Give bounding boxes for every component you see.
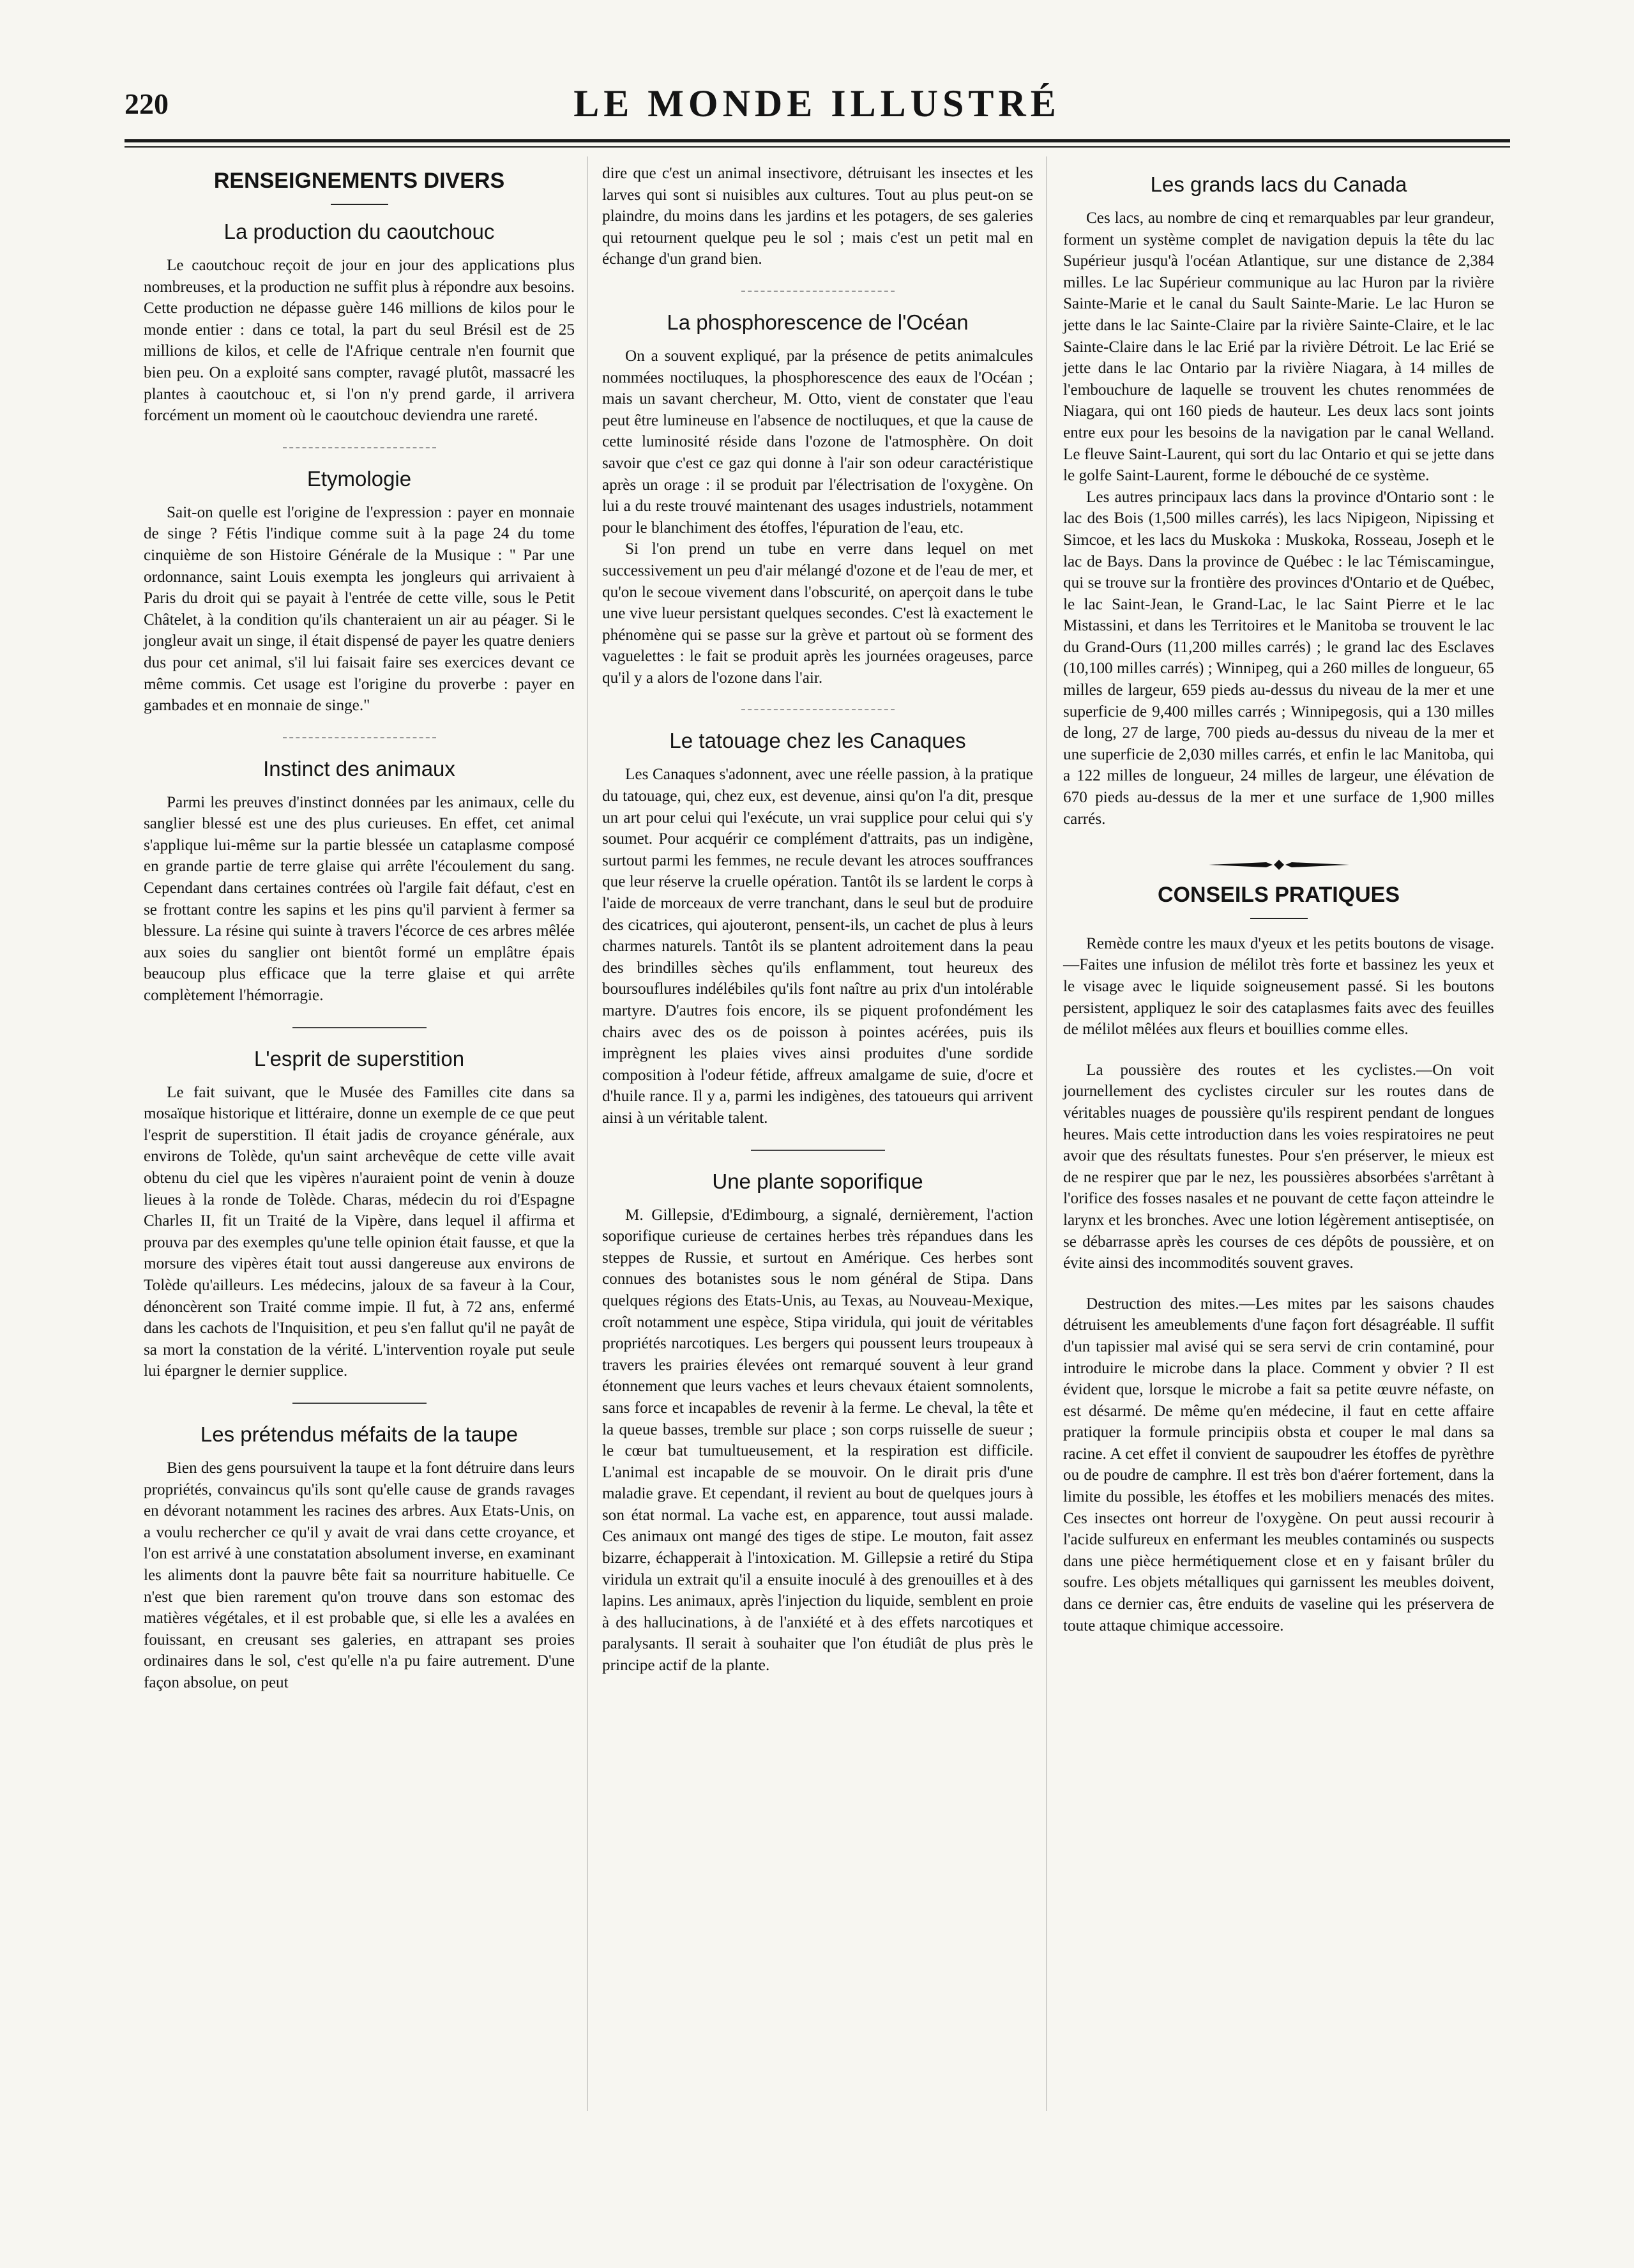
header-rule-thin (125, 146, 1510, 148)
article-paragraph: Sait-on quelle est l'origine de l'expression : payer en monnaie de singe ? Fétis l'indique comme suit à la page 24 du tome cinquième de son Histoire Générale de la Musique : " Par une ordonnance, saint Louis exempta les jongleurs qui arrivaient à Paris du droit qui se payait à l'entrée de cette ville, sous le Petit Châtelet, à la condition qu'ils chanteraient un air au péager. Si le jongleur avait un singe, il était dispensé de payer les quatre deniers dus pour cet animal, s'il lui faisait faire ses exercices devant ce même commis. Cet usage est l'origine du proverbe : payer en gambades et en monnaie de singe." (144, 503, 575, 715)
article-separator (292, 1403, 427, 1404)
article-paragraph: Le caoutchouc reçoit de jour en jour des applications plus nombreuses, et la production ne suffit plus à répondre aux besoins. Cette production ne dépasse guère 146 millions de kilos pour le monde entier : dans ce total, la part du seul Brésil est de 25 millions de kilos, et celle de l'Afrique centrale n'en fournit que bien peu. On a exploité sans compter, ravagé plutôt, massacré les plantes à caoutchouc et, si l'on n'y prend garde, il arrivera forcément un moment où le caoutchouc deviendra une rareté. (144, 257, 575, 425)
article-separator (283, 737, 436, 738)
article-paragraph: Destruction des mites.—Les mites par les saisons chaudes détruisent les ameublements d'une façon fort désagréable. Il suffit d'un tapissier mal avisé qui se sera servi de crin contaminé, pour introduire le microbe dans la place. Comment y obvier ? Il est évident que, lorsque le microbe a fait sa petite œuvre néfaste, on est désarmé. De même qu'en médecine, il faut en cette affaire pratiquer la formule principiis obsta et couper le mal dans sa racine. A cet effet il convient de saupoudrer les étoffes de pyrèthre ou de poudre de camphre. Il est très bon d'aérer fortement, dans la limite du possible, les étoffes et les mobiliers menacés des mites. Ces insectes ont horreur de l'oxygène. On peut aussi recourir à l'acide sulfureux en enfermant les meubles contaminés ou suspects dans une pièce hermétiquement close et en y faisant brûler du soufre. Les objets métalliques qui garnissent les meubles doivent, dans ce dernier cas, être enduits de vaseline qui les préservera de toute attaque chimique accessoire. (1063, 1295, 1494, 1634)
column-2 (602, 163, 1033, 1677)
article-title: L'esprit de superstition (253, 1046, 465, 1070)
article-title: Le tatouage chez les Canaques (669, 729, 966, 753)
title-rule (1250, 918, 1308, 919)
article-paragraph: Le fait suivant, que le Musée des Familles cite dans sa mosaïque historique et littéraire, donne un exemple de ce que peut l'esprit de superstition. Il était jadis de croyance générale, aux environs de Tolède, qu'un saint archevêque de cette ville avait obtenu du ciel que les vipères n'auraient point de venin à douze lieues à la ronde de Tolède. Charas, médecin du roi d'Espagne Charles II, fit un Traité de la Vipère, dans lequel il affirma et prouva par des exemples qu'une telle opinion était fausse, et que la morsure des vipères était tout aussi dangereuse aux environs de Tolède qu'ailleurs. Les médecins, jaloux de sa faveur à la Cour, dénoncèrent son Traité comme impie. Il fut, à 72 ans, enfermé dans les cachots de l'Inquisition, et peu s'en fallut qu'il ne payât de sa mort la constation de la vérité. L'intervention royale put seule lui épargner le dernier supplice. (144, 1083, 575, 1380)
article-paragraph: Si l'on prend un tube en verre dans lequel on met successivement un peu d'air mélangé d'ozone et de l'eau de mer, et qu'on le secoue vivement dans l'obscurité, on aperçoit dans le tube une vive lueur persistant quelques secondes. C'est là exactement le phénomène qui se passe sur la grève et partout où se forment des vaguelettes : le fait se produit après les journées orageuses, parce qu'il y a alors de l'ozone dans l'air. (602, 540, 1033, 687)
article-title: Instinct des animaux (263, 756, 455, 780)
header-rule (125, 139, 1510, 142)
masthead-title: LE MONDE ILLUSTRÉ (573, 82, 1061, 125)
article-paragraph: Les autres principaux lacs dans la province d'Ontario sont : le lac des Bois (1,500 milles carrés), les lacs Nipigeon, Nipissing et Simcoe, et les lacs du Muskoka : Muskoka, Rosseau, Joseph et le lac de Bays. Dans la province de Québec : le lac Témiscamingue, qui se trouve sur la frontière des provinces d'Ontario et de Québec, le lac Saint-Jean, le Grand-Lac, le lac Saint Pierre et le lac Mistassini, et dans les Territoires et le Manitoba se trouvent le lac du Grand-Ours (11,200 milles carrés) ; le grand lac des Esclaves (10,100 milles carrés) ; Winnipeg, qui a 260 milles de longueur, 65 milles de largeur, 659 pieds au-dessus du niveau de la mer et une superficie de 9,400 milles carrés ; Winnipegosis, qui a 130 milles de long, 27 de large, 700 pieds au-dessus du niveau de la mer et une superficie de 2,030 milles carrés, et enfin le lac Manitoba, qui a 122 milles de longueur, 24 milles de largeur, une élévation de 670 pieds au-dessus de la mer et une surface de 1,900 milles carrés. (1063, 488, 1494, 828)
column-3 (1063, 163, 1494, 1636)
title-rule (331, 204, 388, 205)
article-separator (283, 447, 436, 448)
section-title: RENSEIGNEMENTS DIVERS (213, 169, 505, 193)
article-title: Les prétendus méfaits de la taupe (200, 1422, 518, 1446)
article-paragraph: Bien des gens poursuivent la taupe et la font détruire dans leurs propriétés, convaincus qu'ils sont qu'elle cause de grands ravages en dévorant notamment les racines des arbres. Aux Etats-Unis, on a voulu rechercher ce qu'il y avait de vrai dans cette croyance, et l'on est arrivé à une constatation absolument inverse, en examinant les aliments dont la pauvre bête fait sa nourriture habituelle. Ce n'est que bien rarement qu'on trouve dans son estomac des matières végétales, et il est probable que, si elle les a avalées en fouissant, en creusant ses galeries, en attrapant ses proies ordinaires dans le sol, c'est qu'elle n'a pu faire autrement. D'une façon absolue, on peut (144, 1459, 575, 1691)
article-title: Les grands lacs du Canada (1150, 172, 1407, 196)
article-title: La phosphorescence de l'Océan (667, 310, 969, 334)
column-1 (144, 163, 575, 1693)
article-paragraph: Ces lacs, au nombre de cinq et remarquables par leur grandeur, forment un système complet de navigation depuis la tête du lac Supérieur jusqu'à l'océan Atlantique, sur une distance de 2,384 milles. Le lac Supérieur communique au lac Huron par la rivière Sainte-Marie et le canal du Sault Sainte-Marie. Le lac Huron se jette dans le lac Sainte-Claire par la rivière Sainte-Claire, et le lac Sainte-Claire dans le lac Erié par la rivière Détroit. Le lac Erié se jette dans le lac Ontario par la rivière Niagara, à 14 milles de l'embouchure de laquelle se trouvent les chutes renommées de Niagara, qui ont 160 pieds de hauteur. Les deux lacs sont joints entre eux pour les besoins de la navigation par le canal Welland. Le fleuve Saint-Laurent, qui sort du lac Ontario et qui se jette dans le golfe Saint-Laurent, forme le débouché de ce système. (1063, 209, 1494, 485)
article-separator (292, 1027, 427, 1028)
article-paragraph: dire que c'est un animal insectivore, détruisant les insectes et les larves qui sont si nuisibles aux cultures. Tout au plus peut-on se plaindre, du moins dans les jardins et les potagers, de ses galeries qui retournent quelque peu le sol ; mais c'est un petit mal en échange d'un grand bien. (602, 165, 1033, 268)
section-title: CONSEILS PRATIQUES (1157, 882, 1400, 907)
article-paragraph: M. Gillepsie, d'Edimbourg, a signalé, dernièrement, l'action soporifique curieuse de certaines herbes très répandues dans les steppes de Russie, et surtout en Amérique. Ces herbes sont connues des botanistes sous le nom général de Stipa. Dans quelques régions des Etats-Unis, au Texas, au Nouveau-Mexique, croît notamment une espèce, Stipa viridula, qui jouit de véritables propriétés narcotiques. Les bergers qui poussent leurs troupeaux à travers les prairies élevées ont remarqué souvent à leur grand étonnement que leurs vaches et leurs chevaux étaient somnolents, sans force et incapables de revenir à la ferme. Le cheval, la tête et la queue basses, tremble sur place ; son corps ruisselle de sueur ; le cœur bat tumultueusement, et la respiration est difficile. L'animal est incapable de se mouvoir. On le dirait pris d'une maladie grave. Et cependant, il revient au bout de quelques jours à son état normal. La vache est, en apparence, tout aussi malade. Ces animaux ont mangé des tiges de stipe. Le mouton, fait assez bizarre, échapperait à l'intoxication. M. Gillepsie a retiré du Stipa viridula un extrait qu'il a ensuite inoculé à des grenouilles et à des lapins. Les animaux, après l'injection du liquide, semblent en proie à des hallucinations, à de l'anxiété et à des effets narcotiques et paralysants. Il serait à souhaiter que l'on étudiât de plus près le principe actif de la plante. (602, 1206, 1033, 1675)
article-separator (741, 709, 895, 710)
article-paragraph: On a souvent expliqué, par la présence de petits animalcules nommées noctiluques, la phosphorescence des eaux de l'Océan ; mais un savant chercheur, M. Otto, vient de constater que l'eau peut être lumineuse en l'absence de noctiluques, et que la cause de cette luminosité réside dans l'ozone de l'atmosphère. On doit savoir que c'est ce gaz qui donne à l'air son odeur caractéristique après un orage : il se produit par l'électrisation de l'oxygène. On lui a du reste trouvé maintenant des usages industriels, notamment pour le blanchiment des étoffes, l'épuration de l'eau, etc. (602, 347, 1033, 537)
article-paragraph: La poussière des routes et les cyclistes.—On voit journellement des cyclistes circuler sur les routes dans de véritables nuages de poussière qu'ils respirent pendant de longues heures. Mais cette introduction dans les voies respiratoires ne peut avoir que des résultats funestes. Pour s'en préserver, le mieux est de ne respirer que par le nez, les poussières absorbées s'arrêtant à l'orifice des fosses nasales et ne pouvant de cette façon atteindre le larynx et les bronches. Avec une lotion légèrement antiseptisée, on se débarrasse après les courses de ces dépôts de poussière, et on évite ainsi des incommodités souvent graves. (1063, 1061, 1494, 1272)
article-title: La production du caoutchouc (223, 220, 495, 243)
article-title: Une plante soporifique (712, 1169, 923, 1193)
article-title: Etymologie (306, 466, 412, 491)
article-paragraph: Remède contre les maux d'yeux et les petits boutons de visage.—Faites une infusion de mélilot très forte et bassinez les yeux et le visage avec le liquide soigneusement passé. Si les boutons persistent, appliquez le soir des cataplasmes faits avec des feuilles de mélilot mêlées aux fleurs et bouillies comme elles. (1063, 934, 1494, 1039)
article-paragraph: Parmi les preuves d'instinct données par les animaux, celle du sanglier blessé est une des plus curieuses. En effet, cet animal s'applique lui-même sur la partie blessée un cataplasme composé en grande partie de terre glaise qui arrête l'écoulement du sang. Cependant dans certaines contrées où l'argile fait défaut, c'est en se frottant contre les sapins et les pins qu'il parvient à fermer sa blessure. La résine qui suinte à travers l'écorce de ces arbres mêlée aux soies du sanglier ont bientôt formé un emplâtre épais beaucoup plus efficace que la terre glaise et qui arrête complètement l'hémorragie. (144, 793, 575, 1005)
page-number: 220 (125, 88, 169, 120)
article-paragraph: Les Canaques s'adonnent, avec une réelle passion, à la pratique du tatouage, qui, chez eux, est devenue, ainsi qu'on l'a dit, presque un art pour celui qui l'exécute, un vrai supplice pour celui qui s'y soumet. Pour acquérir ce complément d'attraits, pas un indigène, surtout parmi les femmes, ne recule devant les atroces souffrances que leur réserve la cruelle opération. Tantôt ils se lardent le corps à l'aide de morceaux de verre tranchant, dans le seul but de produire des cicatrices, qui ajouteront, pensent-ils, un cachet de plus à leurs charmes naturels. Tantôt ils se plantent adroitement dans la peau des brindilles sèches qu'ils enflamment, tout heureux des boursouflures indélébiles qu'ils font naître au prix d'un intolérable martyre. D'autres fois encore, ils se piquent profondément les chairs avec des os de poisson à pointes acérées, puis ils imprègnent les plaies vives ainsi produites d'une sordide composition à l'odeur fétide, affreux amalgame de suie, d'ocre et d'huile rance. Il y a, parmi les indigènes, des tatoueurs qui arrivent ainsi à un véritable talent. (602, 766, 1033, 1127)
ornament-divider (1063, 854, 1494, 876)
article-separator (751, 1150, 885, 1151)
article-separator (741, 291, 895, 292)
